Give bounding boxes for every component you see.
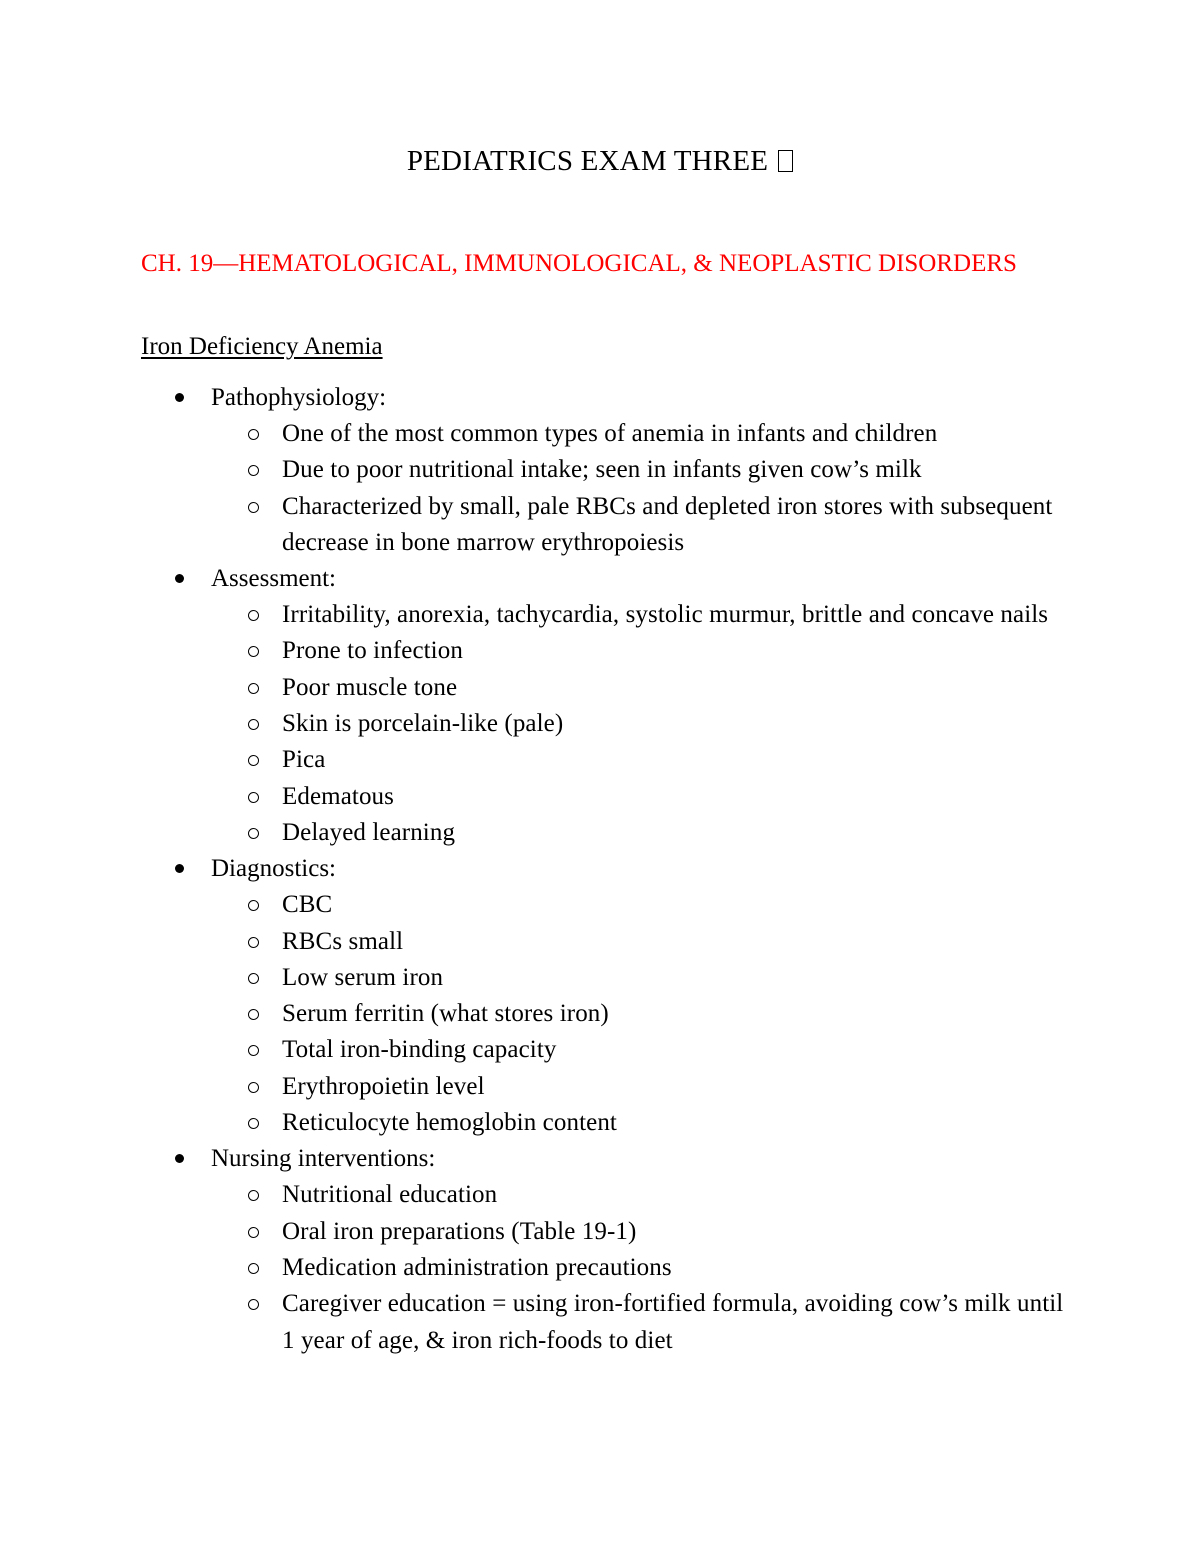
circle-bullet-icon	[248, 683, 259, 694]
circle-bullet-icon	[248, 502, 259, 513]
list-item	[0, 815, 1072, 851]
list-item	[0, 742, 1072, 778]
list-item-text: Edematous	[282, 782, 394, 810]
circle-bullet-icon	[248, 429, 259, 440]
outline-item-label: Nursing interventions:	[211, 1145, 436, 1173]
circle-bullet-icon	[248, 1227, 259, 1238]
list-item-text: Delayed learning	[282, 818, 456, 846]
list-item	[0, 1250, 1072, 1286]
list-item-text: Skin is porcelain-like (pale)	[282, 710, 564, 738]
list-item	[0, 1214, 1072, 1250]
circle-bullet-icon	[248, 1118, 259, 1129]
outline-item-label: Diagnostics:	[211, 855, 336, 883]
list-item-text: Total iron-binding capacity	[282, 1036, 557, 1064]
outline-item-nursing-interventions	[0, 1141, 1200, 1358]
chapter-heading: CH. 19—HEMATOLOGICAL, IMMUNOLOGICAL, & NEOPLASTIC DISORDERS	[141, 250, 1017, 277]
circle-bullet-icon	[248, 1082, 259, 1093]
bullet-icon	[175, 574, 184, 583]
circle-bullet-icon	[248, 900, 259, 911]
circle-bullet-icon	[248, 755, 259, 766]
circle-bullet-icon	[248, 792, 259, 803]
outline-item-pathophysiology	[0, 380, 1200, 561]
circle-bullet-icon	[248, 1009, 259, 1020]
list-item	[0, 1069, 1072, 1105]
sub-list	[211, 416, 1200, 561]
outline-item-label: Assessment:	[211, 565, 336, 593]
list-item-text: Serum ferritin (what stores iron)	[282, 1000, 609, 1028]
list-item	[0, 779, 1072, 815]
circle-bullet-icon	[248, 1299, 259, 1310]
list-item	[0, 924, 1072, 960]
sub-list	[211, 887, 1200, 1141]
sub-list	[211, 1177, 1200, 1358]
list-item	[0, 489, 1072, 562]
bullet-icon	[175, 393, 184, 402]
list-item-text: Prone to infection	[282, 637, 463, 665]
page-title-text: PEDIATRICS EXAM THREE	[406, 145, 769, 177]
list-item	[0, 452, 1072, 488]
circle-bullet-icon	[248, 973, 259, 984]
bullet-icon	[175, 864, 184, 873]
circle-bullet-icon	[248, 646, 259, 657]
list-item-text: Poor muscle tone	[282, 673, 458, 701]
outline-list	[0, 380, 1200, 1359]
list-item-text: Nutritional education	[282, 1181, 498, 1209]
list-item-text: Oral iron preparations (Table 19-1)	[282, 1217, 637, 1245]
outline-item-label: Pathophysiology:	[211, 384, 387, 411]
list-item-text: Reticulocyte hemoglobin content	[282, 1109, 617, 1137]
list-item	[0, 887, 1072, 923]
list-item-text: Due to poor nutritional intake; seen in infants given cow’s milk	[282, 456, 922, 484]
bullet-icon	[175, 1154, 184, 1163]
circle-bullet-icon	[248, 1045, 259, 1056]
list-item	[0, 1177, 1072, 1213]
circle-bullet-icon	[248, 828, 259, 839]
list-item-text: Irritability, anorexia, tachycardia, systolic murmur, brittle and concave nails	[282, 601, 1049, 629]
outline-item-assessment	[0, 561, 1200, 851]
circle-bullet-icon	[248, 1190, 259, 1201]
circle-bullet-icon	[248, 610, 259, 621]
list-item-text: RBCs small	[282, 927, 404, 955]
section-heading: Iron Deficiency Anemia	[141, 333, 383, 360]
list-item-text: Pica	[282, 746, 326, 774]
list-item	[0, 1105, 1072, 1141]
list-item-text: Caregiver education = using iron-fortified formula, avoiding cow’s milk until 1 year of age, & iron rich-foods to diet	[282, 1290, 1064, 1354]
list-item-text: Characterized by small, pale RBCs and depleted iron stores with subsequent decrease in bone marrow erythropoiesis	[282, 492, 1053, 556]
list-item	[0, 1286, 1072, 1359]
list-item	[0, 670, 1072, 706]
list-item-text: Erythropoietin level	[282, 1072, 485, 1100]
list-item	[0, 597, 1072, 633]
list-item	[0, 996, 1072, 1032]
circle-bullet-icon	[248, 1263, 259, 1274]
list-item-text: Medication administration precautions	[282, 1253, 672, 1281]
list-item	[0, 706, 1072, 742]
list-item-text: One of the most common types of anemia in infants and children	[282, 420, 938, 447]
list-item-text: Low serum iron	[282, 963, 444, 991]
page-title	[0, 141, 1200, 181]
circle-bullet-icon	[248, 719, 259, 730]
list-item	[0, 416, 1072, 452]
list-item-text: CBC	[282, 891, 333, 919]
circle-bullet-icon	[248, 465, 259, 476]
list-item	[0, 1032, 1072, 1068]
list-item	[0, 960, 1072, 996]
sub-list	[211, 597, 1200, 851]
circle-bullet-icon	[248, 937, 259, 948]
outline-item-diagnostics	[0, 851, 1200, 1141]
missing-glyph-icon	[778, 150, 793, 172]
list-item	[0, 633, 1072, 669]
